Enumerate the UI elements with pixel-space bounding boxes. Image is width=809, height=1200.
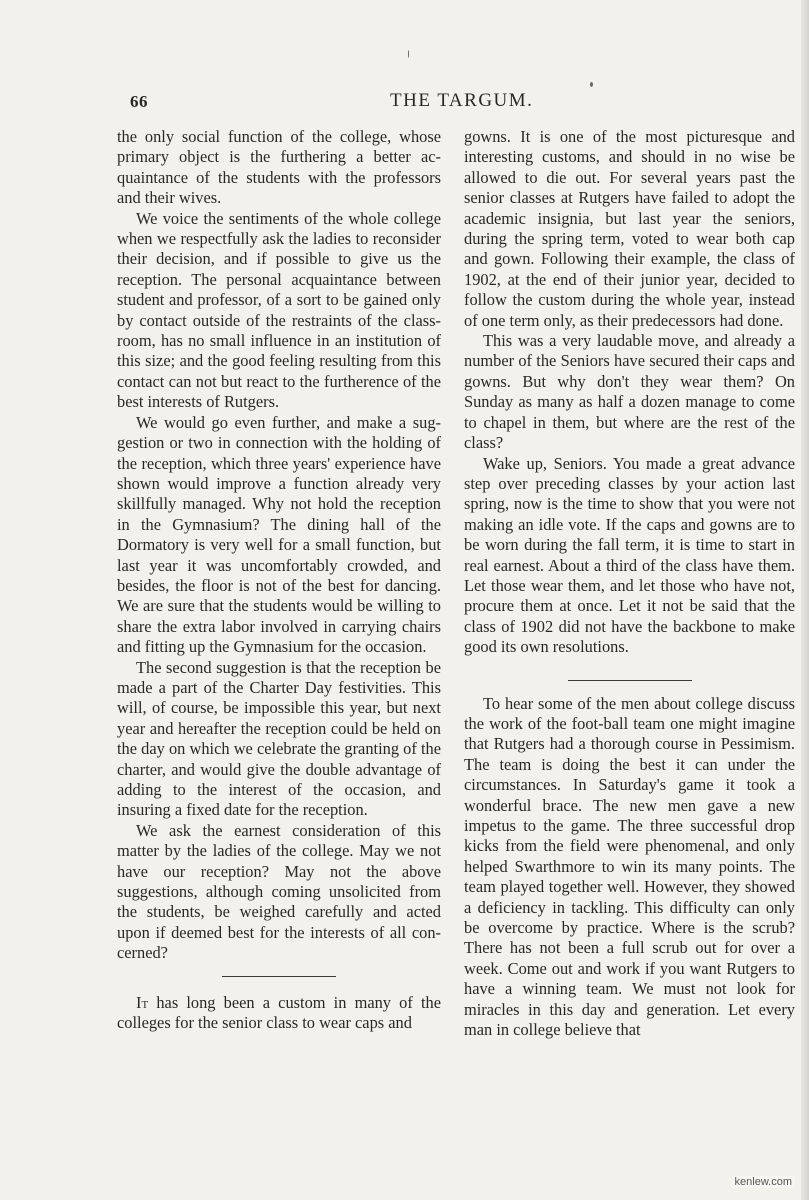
- right-column: [464, 127, 795, 1040]
- paragraph: We would go even further, and make a suggestion or two in connection with the holding of the reception, which three years' experience have shown would improve a function already very skillfully managed. Why not hold the reception in the Gymnasium? The dining hall of the Dormatory is very well for a small function, but last year it was uncomfortably crowded, and besides, the floor is not of the best for dancing. We are sure that the students would be willing to share the extra labor involved in carrying chairs and fitting up the Gymnasium for the occasion.: [117, 412, 441, 657]
- watermark: kenlew.com: [732, 1176, 795, 1188]
- ink-speck: [408, 50, 409, 58]
- paragraph: Wake up, Seniors. You made a great advance step over preceding classes by your action last spring, now is the time to show that you were not making an idle vote. If the caps and gowns are to be worn during the fall term, it is time to start in real earnest. About a third of the class have them. Let those wear them, and let those who have not, procure them at once. Let it not be said that the class of 1902 did not have the backbone to make good its own resolutions.: [464, 453, 795, 657]
- paragraph: The second suggestion is that the reception be made a part of the Charter Day festivities. This will, of course, be impossible this year, but next year and hereafter the reception could be held on the day on which we celebrate the granting of the charter, and would give the double advantage of adding to the interest of the occasion, and insuring a fixed date for the reception.: [117, 657, 441, 820]
- page-number: 66: [130, 92, 148, 111]
- running-title: THE TARGUM.: [390, 90, 534, 111]
- left-column: [117, 127, 441, 1033]
- paragraph: gowns. It is one of the most picturesque and interesting customs, and should in no wise be allowed to die out. For several years past the senior classes at Rutgers have failed to adopt the academic insignia, but last year the seniors, during the spring term, voted to wear both cap and gown. Following their example, the class of 1902, at the end of their junior year, decided to follow the custom during the whole year, instead of one term only, as their predecessors had done.: [464, 127, 795, 330]
- section-divider: [222, 976, 336, 977]
- page-edge: [801, 0, 809, 1200]
- page-header: [0, 86, 809, 116]
- paragraph: We voice the sentiments of the whole college when we respectfully ask the ladies to reconsider their decision, and if possible to give us the reception. The personal acquaintance between student and professor, of a sort to be gained only by contact outside of the restraints of the class-room, has no small influence in an institution of this size; and the good feeling resulting from this contact can not but react to the furtherence of the best interests of Rutgers.: [117, 208, 441, 412]
- article-text: has long been a custom in many of the colleges for the senior class to wear caps and: [117, 992, 441, 1033]
- paragraph: To hear some of the men about college discuss the work of the foot-ball team one might imagine that Rutgers had a thorough course in Pessimism. The team is doing the best it can under the circumstances. In Saturday's game it took a wonderful brace. The new men gave a new impetus to the game. The three successful drop kicks from the field were phenomenal, and only helped Swarthmore to win its many points. The team played together well. However, they showed a deficiency in tackling. This difficulty can only be overcome by practice. Where is the scrub? There has not been a full scrub out for over a week. Come out and work if you want Rutgers to have a winning team. We must not look for miracles in this day and generation. Let every man in college believe that: [464, 693, 795, 1040]
- paragraph: the only social function of the college, whose primary object is the furthering a better acquaintance of the students with the professors and their wives.: [117, 127, 441, 208]
- paragraph: This was a very laudable move, and already a number of the Seniors have secured their caps and gowns. But why don't they wear them? On Sunday as many as half a dozen manage to come to chapel in them, but where are the rest of the class?: [464, 331, 795, 453]
- paragraph: We ask the earnest consideration of this matter by the ladies of the college. May we not have our reception? May not the above suggestions, although coming unsolicited from the students, be weighed carefully and acted upon if deemed best for the interests of all concerned?: [117, 820, 441, 963]
- article-start: [117, 993, 441, 1034]
- drop-lead: It: [136, 992, 149, 1012]
- section-divider: [568, 680, 692, 681]
